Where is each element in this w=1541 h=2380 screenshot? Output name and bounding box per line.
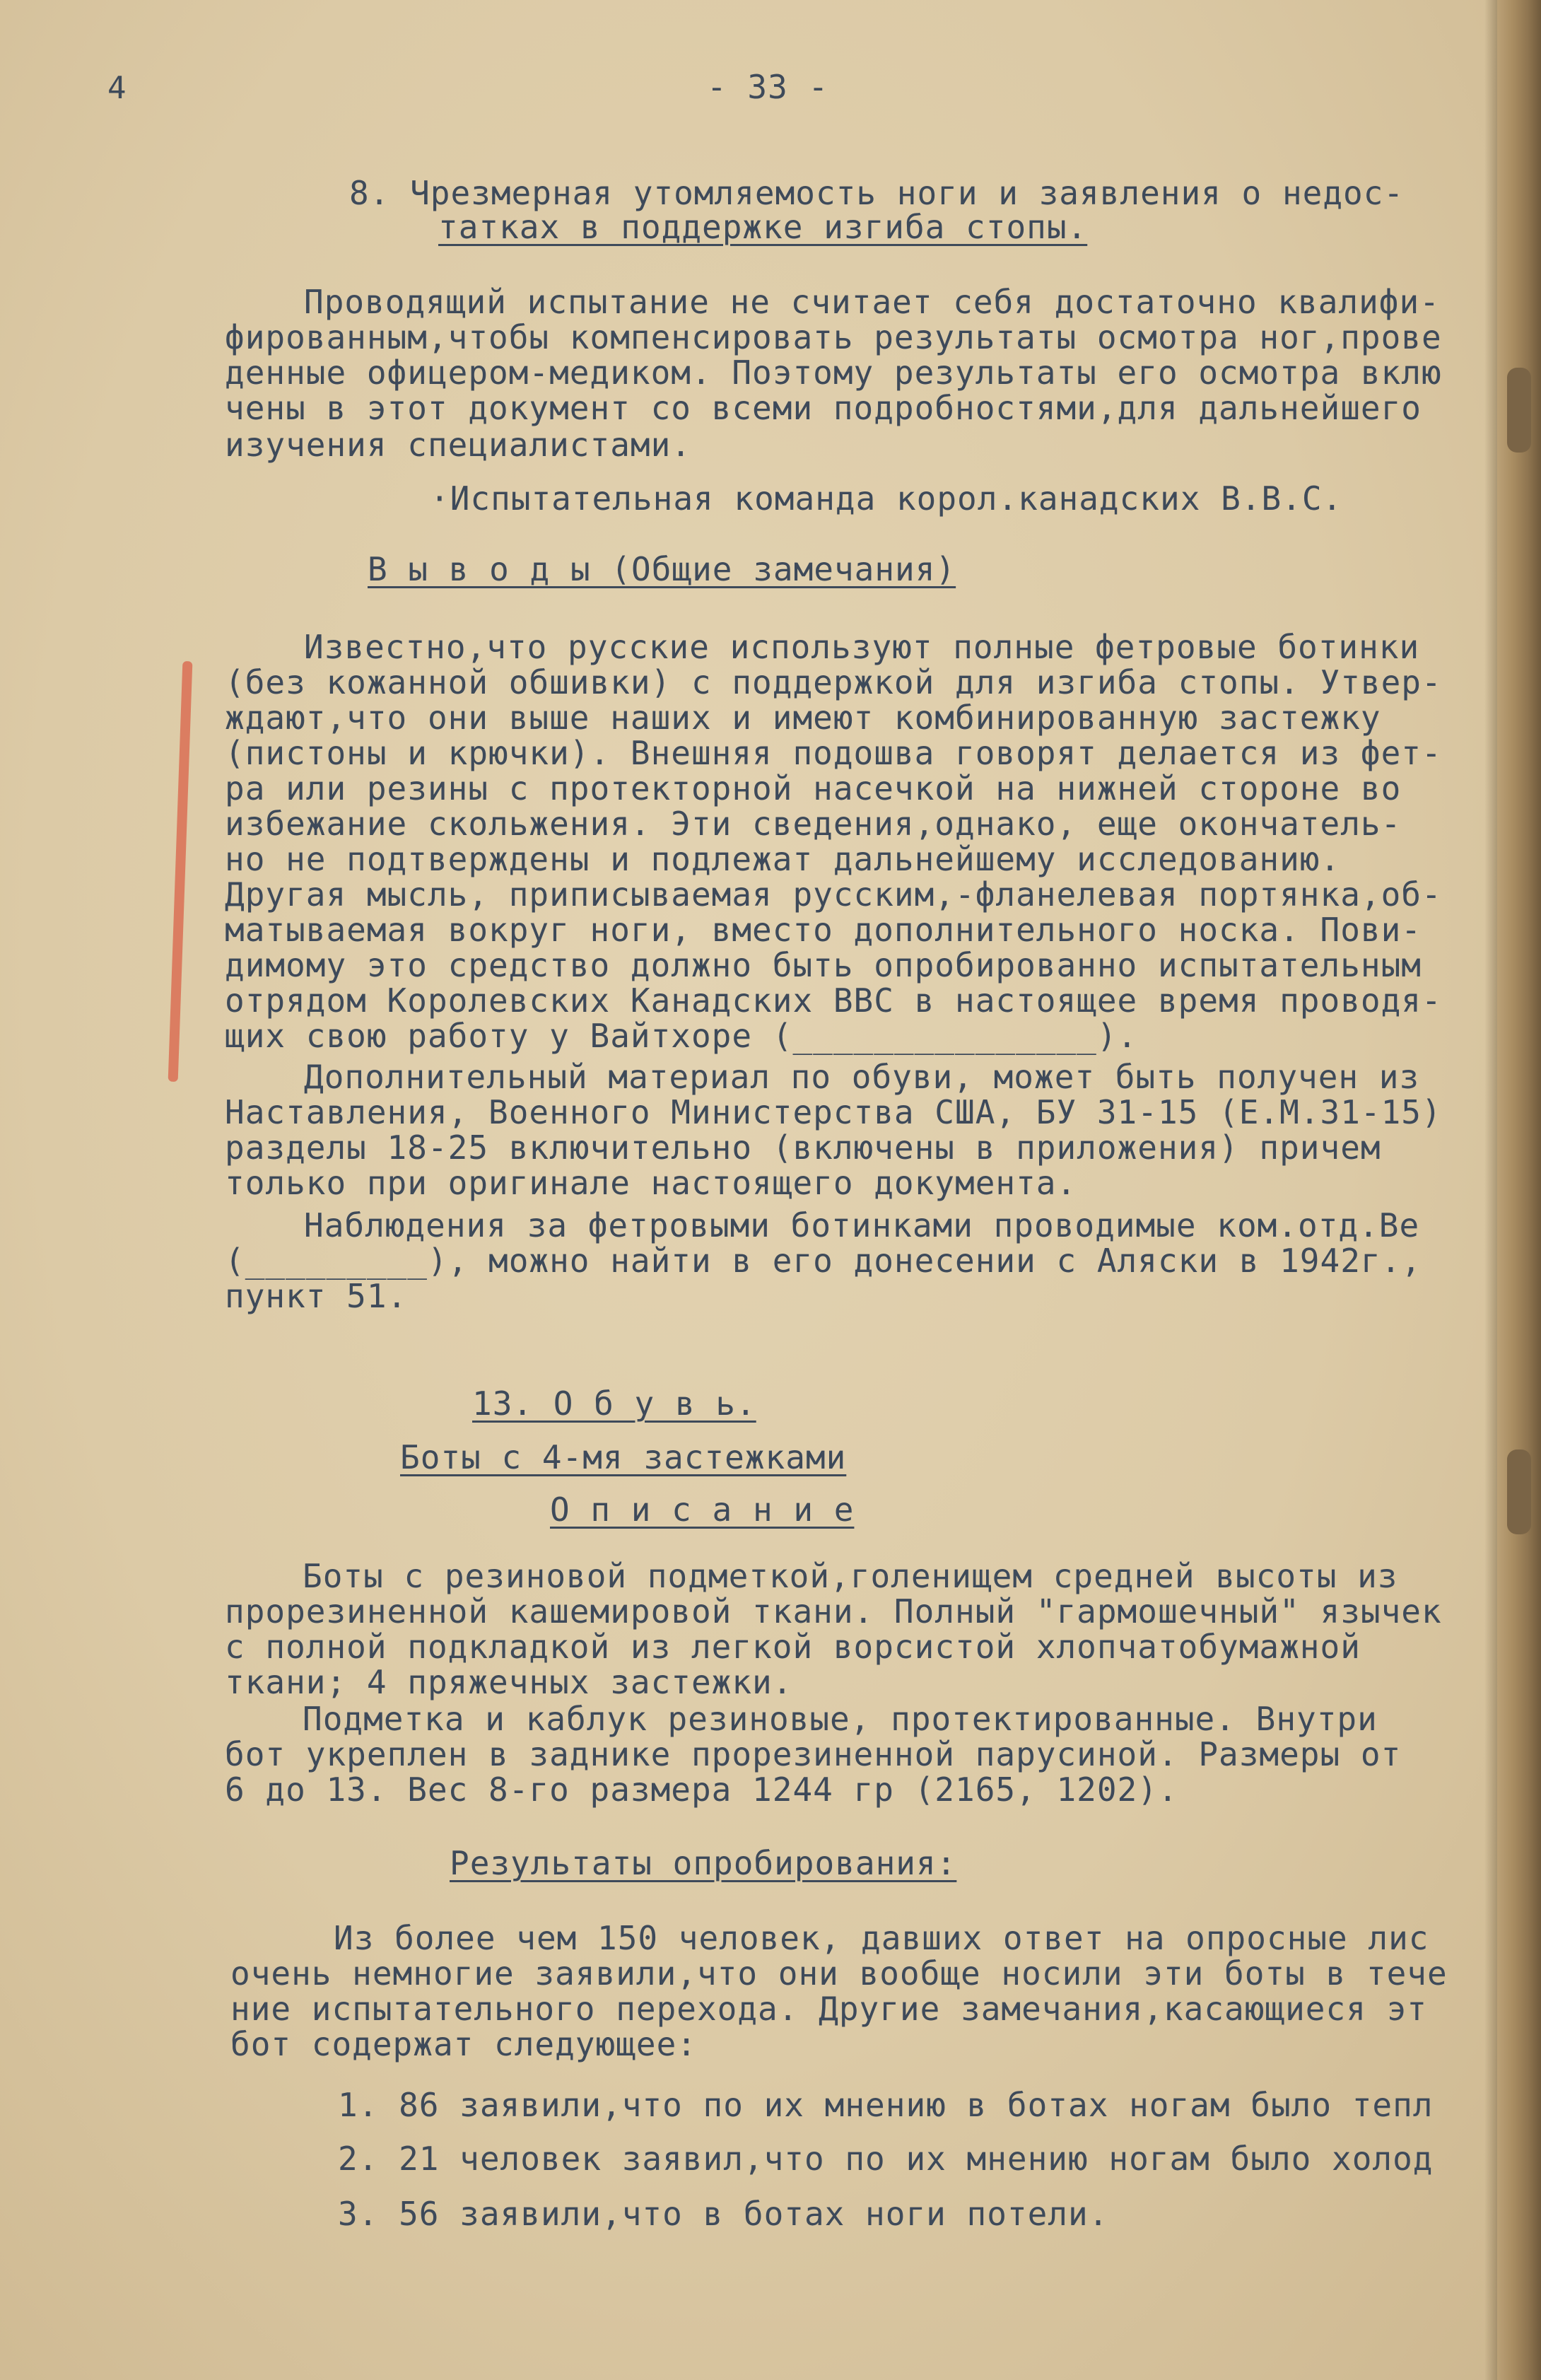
results-item: 3. 56 заявили,что в ботах ноги потели. — [338, 2195, 1109, 2233]
page-number: - 33 - — [707, 68, 829, 106]
section8-title-line2: татках в поддержке изгиба стопы. — [438, 208, 1088, 246]
conclusions-para1-line: отрядом Королевских Канадских ВВС в настоящее время проводя- — [225, 981, 1442, 1020]
description-para-line: Боты с резиновой подметкой,голенищем средней высоты из — [303, 1557, 1398, 1595]
punch-hole — [1507, 368, 1531, 453]
conclusions-para2-line: Дополнительный материал по обуви, может быть получен из — [304, 1058, 1420, 1096]
description-para-line: ткани; 4 пряжечных застежки. — [225, 1663, 793, 1701]
results-item: 1. 86 заявили,что по их мнению в ботах ногам было тепл — [338, 2086, 1434, 2124]
description-para-line: прорезиненной кашемировой ткани. Полный "гармошечный" язычек — [225, 1592, 1442, 1631]
binding-shadow — [1484, 0, 1497, 2380]
conclusions-para1-line: щих свою работу у Вайтхоре (_______________). — [225, 1017, 1138, 1055]
conclusions-para2-line: Наставления, Военного Министерства США, БУ 31-15 (Е.М.31-15) — [225, 1093, 1442, 1131]
conclusions-para1-line: но не подтверждены и подлежат дальнейшему исследованию. — [225, 840, 1341, 878]
conclusions-para1-line: избежание скольжения. Эти сведения,однако, еще окончатель- — [225, 805, 1402, 843]
section8-para-line: изучения специалистами. — [225, 426, 691, 464]
results-item: 2. 21 человек заявил,что по их мнению ногам было холод — [338, 2140, 1434, 2178]
signature-line: ·Испытательная команда корол.канадских В.В.С. — [430, 479, 1343, 518]
conclusions-heading: В ы в о д ы (Общие замечания) — [368, 550, 956, 588]
conclusions-para1-line: матываемая вокруг ноги, вместо дополнительного носка. Пови- — [225, 911, 1422, 949]
conclusions-para1-line: Другая мысль, приписываемая русским,-фланелевая портянка,об- — [225, 875, 1442, 914]
conclusions-para3-line: пункт 51. — [225, 1277, 408, 1315]
description-para-line: Подметка и каблук резиновые, протектированные. Внутри — [303, 1700, 1378, 1738]
conclusions-para1-line: (без кожанной обшивки) с поддержкой для изгиба стопы. Утвер- — [225, 663, 1442, 701]
binding-strip — [1497, 0, 1541, 2380]
description-para-line: с полной подкладкой из легкой ворсистой хлопчатобумажной — [225, 1628, 1361, 1666]
section8-title-line1: 8. Чрезмерная утомляемость ноги и заявления о недос- — [349, 174, 1405, 212]
section8-para-line: фированным,чтобы компенсировать результаты осмотра ног,прове — [225, 318, 1442, 356]
conclusions-para1-line: ждают,что они выше наших и имеют комбинированную застежку — [225, 699, 1381, 737]
section8-para-line: чены в этот документ со всеми подробностями,для дальнейшего — [225, 389, 1422, 427]
description-para-line: 6 до 13. Вес 8-го размера 1244 гр (2165, 1202). — [225, 1771, 1178, 1809]
section8-para-line: Проводящий испытание не считает себя достаточно квалифи- — [304, 283, 1440, 321]
conclusions-para3-line: Наблюдения за фетровыми ботинками проводимые ком.отд.Ве — [304, 1206, 1420, 1244]
results-heading: Результаты опробирования: — [450, 1844, 957, 1882]
red-pencil-margin-mark — [168, 661, 193, 1082]
conclusions-para2-line: только при оригинале настоящего документа. — [225, 1164, 1077, 1202]
conclusions-para3-line: (_________), можно найти в его донесении с Аляски в 1942г., — [225, 1242, 1422, 1280]
results-para-line: ние испытательного перехода. Другие замечания,касающиеся эт — [230, 1990, 1427, 2028]
results-para-line: Из более чем 150 человек, давших ответ на опросные лис — [334, 1919, 1429, 1957]
section13-heading: 13. О б у в ь. — [472, 1384, 756, 1423]
conclusions-para1-line: (пистоны и крючки). Внешняя подошва говорят делается из фет- — [225, 734, 1442, 772]
description-heading: О п и с а н и е — [550, 1491, 855, 1529]
corner-number: 4 — [107, 70, 127, 106]
description-para-line: бот укреплен в заднике прорезиненной парусиной. Размеры от — [225, 1735, 1402, 1773]
section8-para-line: денные офицером-медиком. Поэтому результаты его осмотра вклю — [225, 354, 1442, 392]
punch-hole — [1507, 1449, 1531, 1534]
conclusions-para2-line: разделы 18-25 включительно (включены в приложения) причем — [225, 1128, 1381, 1167]
results-para-line: очень немногие заявили,что они вообще носили эти боты в тече — [230, 1954, 1448, 1993]
conclusions-para1-line: ра или резины с протекторной насечкой на нижней стороне во — [225, 769, 1402, 807]
results-para-line: бот содержат следующее: — [230, 2025, 697, 2063]
section13-subheading: Боты с 4-мя застежками — [400, 1438, 847, 1476]
conclusions-para1-line: Известно,что русские используют полные фетровые ботинки — [304, 628, 1420, 666]
conclusions-para1-line: димому это средство должно быть опробированно испытательным — [225, 946, 1422, 984]
